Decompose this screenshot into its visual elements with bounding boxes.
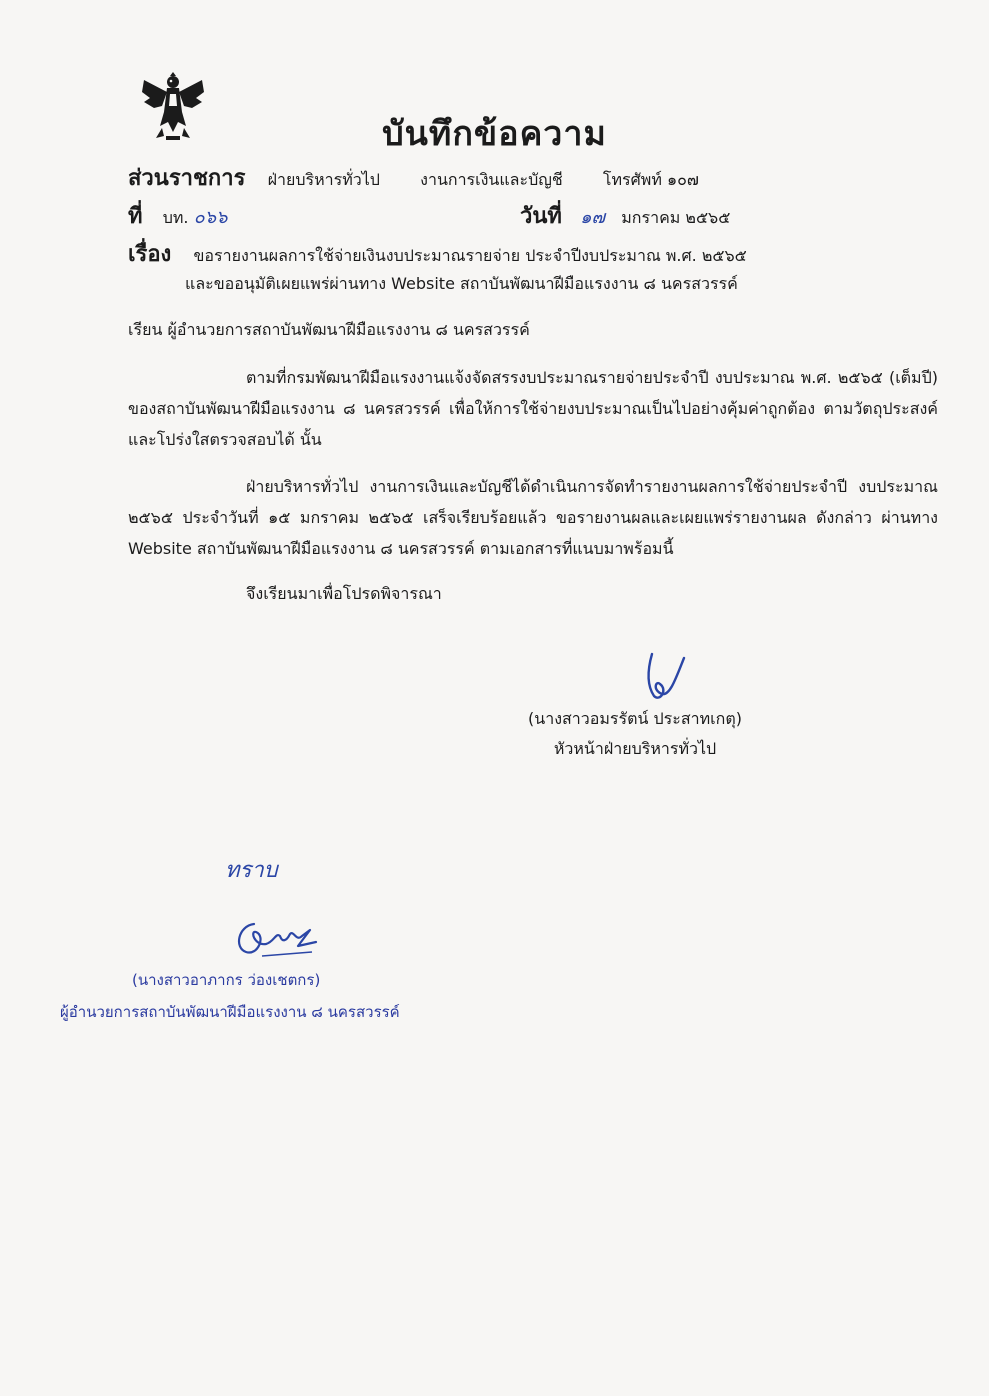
- signer-name: (นางสาวอมรรัตน์ ประสาทเกตุ): [528, 709, 742, 728]
- signature-head-of-admin-icon: [638, 650, 688, 706]
- date-label: วันที่: [520, 204, 562, 229]
- approver-position: ผู้อำนวยการสถาบันพัฒนาฝีมือแรงงาน ๘ นครสวรรค์: [60, 1003, 400, 1021]
- agency-phone: โทรศัพท์ ๑๐๗: [602, 170, 699, 189]
- agency-label: ส่วนราชการ: [128, 166, 246, 191]
- signer-position: หัวหน้าฝ่ายบริหารทั่วไป: [553, 739, 717, 758]
- date-day: ๑๗: [580, 207, 606, 228]
- closing-line: จึงเรียนมาเพื่อโปรดพิจารณา: [246, 584, 442, 603]
- subject-row: [128, 236, 747, 271]
- approver-name: (นางสาวอาภากร ว่องเชตกร): [132, 971, 321, 989]
- approval-note: ทราบ: [225, 858, 278, 883]
- subject-line-2: และขออนุมัติเผยแพร่ผ่านทาง Website สถาบันพัฒนาฝีมือแรงงาน ๘ นครสวรรค์: [185, 274, 738, 293]
- memo-title: บันทึกข้อความ: [382, 114, 607, 154]
- agency-value: ฝ่ายบริหารทั่วไป: [267, 170, 380, 189]
- subject-line-1: ขอรายงานผลการใช้จ่ายเงินงบประมาณรายจ่าย ประจำปีงบประมาณ พ.ศ. ๒๕๖๕: [193, 246, 747, 265]
- salutation: เรียน ผู้อำนวยการสถาบันพัฒนาฝีมือแรงงาน ๘ นครสวรรค์: [128, 320, 530, 339]
- date-month-year: มกราคม ๒๕๖๕: [621, 208, 731, 227]
- reference-label: ที่: [128, 204, 143, 229]
- agency-unit: งานการเงินและบัญชี: [420, 170, 563, 189]
- body-paragraph-1: ตามที่กรมพัฒนาฝีมือแรงงานแจ้งจัดสรรงบประมาณรายจ่ายประจำปี งบประมาณ พ.ศ. ๒๕๖๕ (เต็มปี) ของสถาบันพัฒนาฝีมือแรงงาน ๘ นครสวรรค์ เพื่อให้การใช้จ่ายงบประมาณเป็นไปอย่างคุ้มค่าถูกต้อง ตามวัตถุประสงค์และโปร่งใสตรวจสอบได้ นั้น: [128, 368, 938, 449]
- signer-block: [505, 704, 765, 764]
- reference-row: [128, 198, 227, 233]
- reference-prefix: บท.: [162, 208, 189, 227]
- reference-number: ๐๖๖: [193, 207, 228, 228]
- signature-director-icon: [232, 912, 324, 964]
- agency-row: [128, 160, 699, 195]
- subject-label: เรื่อง: [128, 242, 172, 267]
- date-row: [520, 198, 730, 233]
- body-paragraph-2: ฝ่ายบริหารทั่วไป งานการเงินและบัญชีได้ดำเนินการจัดทำรายงานผลการใช้จ่ายประจำปี งบประมาณ ๒๕๖๕ ประจำวันที่ ๑๕ มกราคม ๒๕๖๕ เสร็จเรียบร้อยแล้ว ขอรายงานผลและเผยแพร่รายงานผล ดังกล่าว ผ่านทาง Website สถาบันพัฒนาฝีมือแรงงาน ๘ นครสวรรค์ ตามเอกสารที่แนบมาพร้อมนี้: [128, 477, 938, 558]
